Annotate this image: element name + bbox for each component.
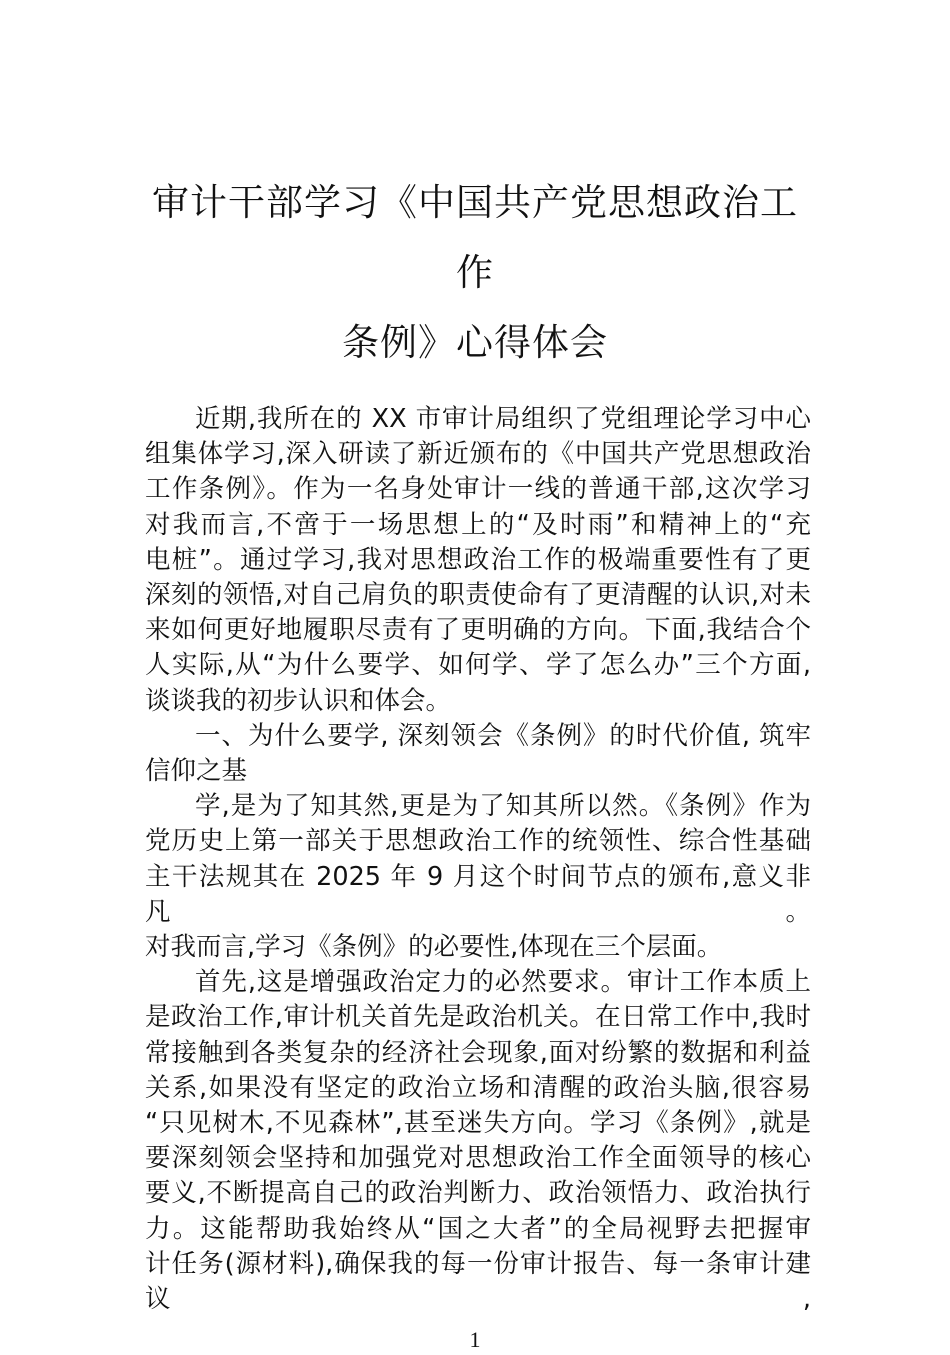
text-line: 要深刻领会坚持和加强党对思想政治工作全面领导的核心 bbox=[145, 1143, 811, 1174]
document-title-line-1: 审计干部学习《中国共产党思想政治工作 bbox=[152, 181, 798, 294]
text-line: 工作条例》。作为一名身处审计一线的普通干部,这次学习 bbox=[145, 474, 811, 505]
document-body bbox=[145, 402, 811, 1317]
text-line: 常接触到各类复杂的经济社会现象,面对纷繁的数据和利益 bbox=[145, 1037, 811, 1068]
text-line: 学,是为了知其然,更是为了知其所以然。《条例》作为 bbox=[195, 791, 811, 822]
document-title-line-2: 条例》心得体会 bbox=[342, 321, 608, 364]
text-line: 组集体学习,深入研读了新近颁布的《中国共产党思想政治 bbox=[145, 439, 811, 470]
text-line: 来如何更好地履职尽责有了更明确的方向。下面,我结合个 bbox=[145, 615, 811, 646]
text-line: 关系,如果没有坚定的政治立场和清醒的政治头脑,很容易 bbox=[145, 1072, 811, 1103]
paragraph bbox=[145, 789, 811, 965]
text-line: 首先,这是增强政治定力的必然要求。审计工作本质上 bbox=[195, 967, 811, 998]
text-line: 深刻的领悟,对自己肩负的职责使命有了更清醒的认识,对未 bbox=[145, 580, 811, 611]
text-line: 一、为什么要学, 深刻领会《条例》的时代价值, 筑牢 bbox=[195, 720, 811, 751]
text-line: 主干法规其在 2025 年 9 月这个时间节点的颁布,意义非凡。 bbox=[145, 861, 811, 927]
text-line: 党历史上第一部关于思想政治工作的统领性、综合性基础 bbox=[145, 826, 811, 857]
text-line: 对我而言,学习《条例》的必要性,体现在三个层面。 bbox=[145, 932, 723, 963]
text-line: 对我而言,不啻于一场思想上的“及时雨”和精神上的“充 bbox=[145, 509, 811, 540]
paragraph bbox=[145, 402, 811, 719]
text-line: 力。这能帮助我始终从“国之大者”的全局视野去把握审 bbox=[145, 1213, 811, 1244]
text-line: 计任务(源材料),确保我的每一份审计报告、每一条审计建议, bbox=[145, 1248, 811, 1315]
text-line: 要义,不断提高自己的政治判断力、政治领悟力、政治执行 bbox=[145, 1178, 811, 1209]
text-line: 电桩”。通过学习,我对思想政治工作的极端重要性有了更 bbox=[145, 544, 811, 575]
text-line: 人实际,从“为什么要学、如何学、学了怎么办”三个方面, bbox=[145, 650, 811, 681]
section-heading bbox=[145, 719, 811, 789]
paragraph bbox=[145, 965, 811, 1317]
text-line: 谈谈我的初步认识和体会。 bbox=[145, 685, 452, 716]
text-line: 信仰之基 bbox=[145, 756, 248, 787]
text-line: “只见树木,不见森林”,甚至迷失方向。学习《条例》,就是 bbox=[145, 1108, 811, 1139]
text-line: 近期,我所在的 XX 市审计局组织了党组理论学习中心 bbox=[195, 404, 811, 434]
page-number: 1 bbox=[469, 1327, 481, 1353]
text-line: 是政治工作,审计机关首先是政治机关。在日常工作中,我时 bbox=[145, 1002, 811, 1033]
